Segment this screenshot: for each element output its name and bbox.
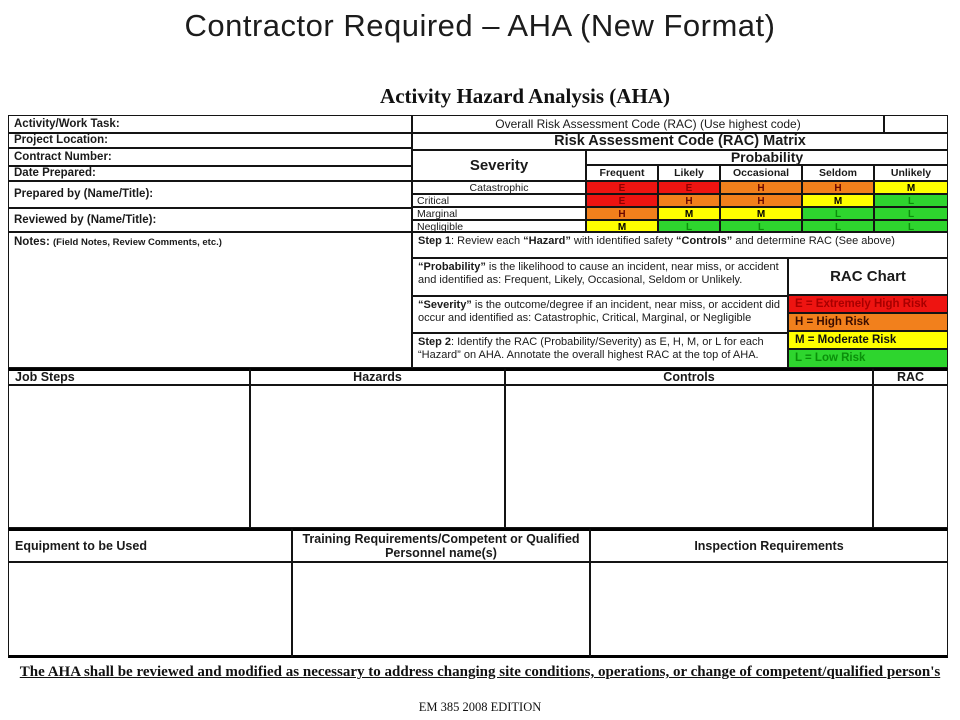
rac-matrix-cell: E: [586, 181, 658, 194]
severity-header: Severity: [412, 150, 586, 181]
rac-chart-high: H = High Risk: [788, 313, 948, 331]
field-date-prepared: Date Prepared:: [8, 166, 412, 181]
prob-col-seldom: Seldom: [802, 165, 874, 181]
rac-chart-low: L = Low Risk: [788, 349, 948, 368]
rac-matrix-cell: M: [658, 207, 720, 220]
notes-label: Notes:: [14, 236, 50, 248]
severity-row-negligible: Negligible: [412, 220, 586, 232]
field-contract-number: Contract Number:: [8, 148, 412, 166]
rac-matrix-cell: H: [720, 181, 802, 194]
edition-label: EM 385 2008 EDITION: [418, 700, 542, 714]
rac-matrix-cell: L: [874, 220, 948, 232]
probability-definition: “Probability” is the likelihood to cause an incident, near miss, or accident and identified as: Frequent, Likely, Occasional, Seldom or Unlikely.: [412, 258, 788, 296]
inspection-body-cell: [590, 562, 948, 658]
rac-matrix-cell: M: [874, 181, 948, 194]
bottom-header-equipment: Equipment to be Used: [8, 528, 292, 562]
job-table-header-job-steps: Job Steps: [8, 368, 250, 385]
notes-area: [8, 232, 412, 368]
step2-text: Step 2: Identify the RAC (Probability/Severity) as E, H, M, or L for each “Hazard” on AHA. Annotate the overall highest RAC at the top of AHA.: [412, 333, 788, 368]
rac-chart-extremely-high: E = Extremely High Risk: [788, 295, 948, 313]
notes-hint: (Field Notes, Review Comments, etc.): [52, 237, 222, 248]
aha-form: [8, 115, 948, 658]
bottom-header-training: Training Requirements/Competent or Qualified Personnel name(s): [292, 528, 590, 562]
severity-row-marginal: Marginal: [412, 207, 586, 220]
job-table-header-hazards: Hazards: [250, 368, 505, 385]
job-steps-body-cell: [8, 385, 250, 528]
rac-matrix-cell: E: [658, 181, 720, 194]
prob-col-frequent: Frequent: [586, 165, 658, 181]
rac-chart-moderate: M = Moderate Risk: [788, 331, 948, 349]
rac-matrix-cell: M: [586, 220, 658, 232]
rac-matrix-cell: L: [802, 220, 874, 232]
rac-matrix-cell: E: [586, 194, 658, 207]
overall-rac-value-box: [884, 115, 948, 133]
overall-rac-label: Overall Risk Assessment Code (RAC) (Use highest code): [412, 115, 884, 133]
job-table-header-rac: RAC: [873, 368, 948, 385]
rac-matrix-cell: L: [658, 220, 720, 232]
rac-matrix-cell: L: [874, 207, 948, 220]
rac-matrix-cell: H: [658, 194, 720, 207]
slide-title: Contractor Required – AHA (New Format): [184, 8, 776, 43]
job-table-header-controls: Controls: [505, 368, 873, 385]
rac-matrix-cell: H: [586, 207, 658, 220]
bottom-header-inspection: Inspection Requirements: [590, 528, 948, 562]
rac-matrix-cell: H: [802, 181, 874, 194]
rac-matrix-cell: L: [802, 207, 874, 220]
rac-matrix-cell: M: [720, 207, 802, 220]
severity-definition: “Severity” is the outcome/degree if an incident, near miss, or accident did occur and identified as: Catastrophic, Critical, Marginal, or Negligible: [412, 296, 788, 333]
rac-matrix-title: Risk Assessment Code (RAC) Matrix: [412, 133, 948, 150]
field-prepared-by: Prepared by (Name/Title):: [8, 181, 412, 208]
footer-note: The AHA shall be reviewed and modified as necessary to address changing site conditions, operations, or change of competent/qualified person's: [19, 664, 941, 680]
rac-chart-title: RAC Chart: [788, 258, 948, 295]
rac-matrix-cell: M: [802, 194, 874, 207]
rac-body-cell: [873, 385, 948, 528]
prob-col-likely: Likely: [658, 165, 720, 181]
rac-matrix-cell: L: [720, 220, 802, 232]
step1-text: Step 1: Review each “Hazard” with identified safety “Controls” and determine RAC (See above): [412, 232, 948, 258]
probability-header: Probability: [586, 150, 948, 165]
training-body-cell: [292, 562, 590, 658]
hazards-body-cell: [250, 385, 505, 528]
controls-body-cell: [505, 385, 873, 528]
field-reviewed-by: Reviewed by (Name/Title):: [8, 208, 412, 232]
severity-row-catastrophic: Catastrophic: [412, 181, 586, 194]
equipment-body-cell: [8, 562, 292, 658]
rac-matrix-cell: H: [720, 194, 802, 207]
field-project-location: Project Location:: [8, 133, 412, 148]
form-title: Activity Hazard Analysis (AHA): [380, 84, 670, 108]
prob-col-occasional: Occasional: [720, 165, 802, 181]
field-activity-work-task: Activity/Work Task:: [8, 115, 412, 133]
prob-col-unlikely: Unlikely: [874, 165, 948, 181]
rac-matrix-cell: L: [874, 194, 948, 207]
severity-row-critical: Critical: [412, 194, 586, 207]
